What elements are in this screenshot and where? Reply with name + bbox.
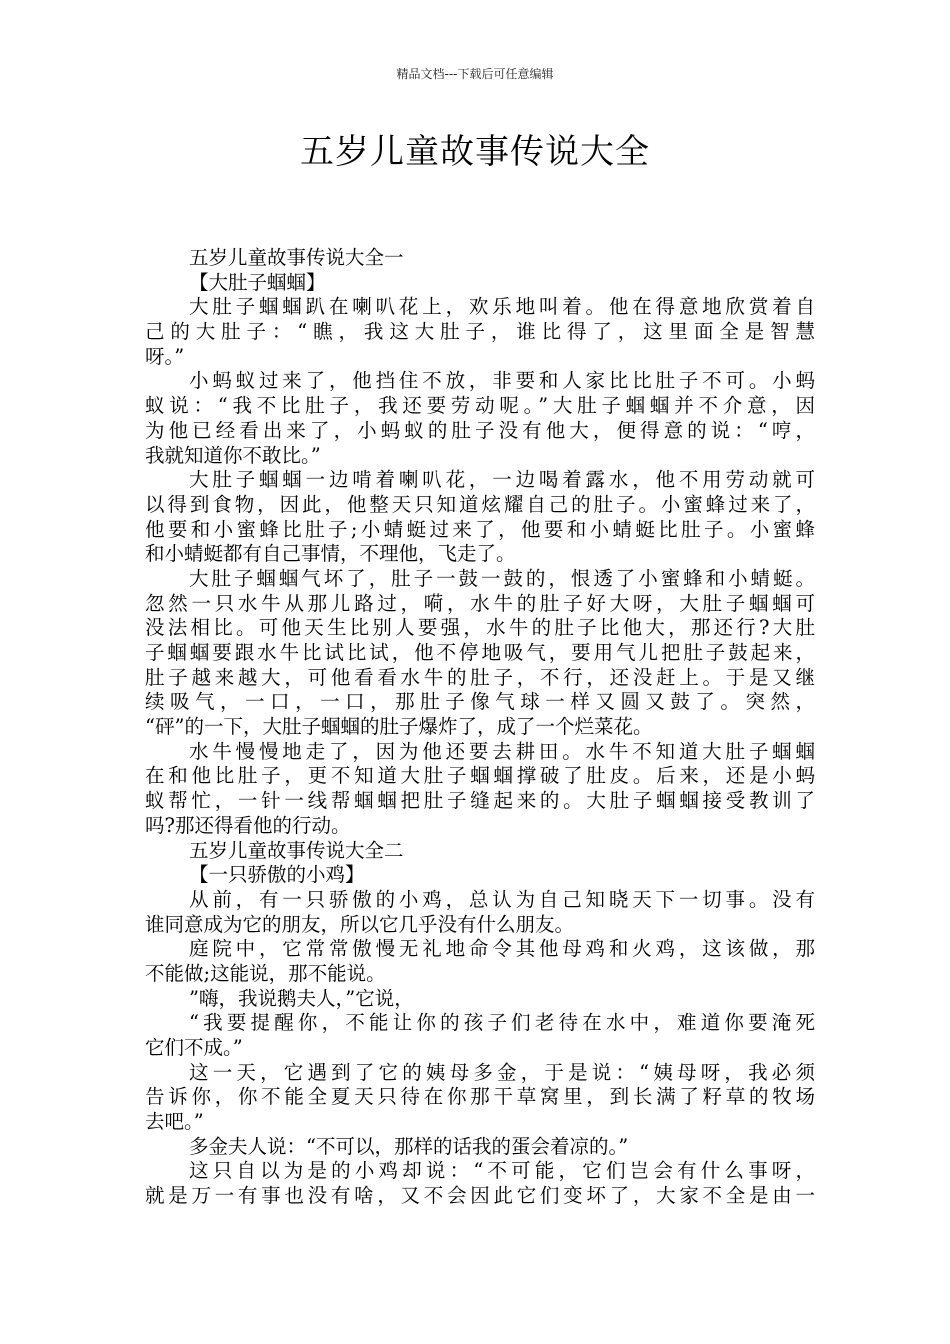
- text-line: 续吸气，一口，一口，那肚子像气球一样又圆又鼓了。突然，: [145, 690, 815, 714]
- text-line: 从前，有一只骄傲的小鸡，总认为自己知晓天下一切事。没有: [189, 887, 815, 911]
- text-line: “我要提醒你，不能让你的孩子们老待在水中，难道你要淹死: [189, 1011, 815, 1035]
- text-line: 五岁儿童故事传说大全一: [189, 246, 404, 269]
- text-line: 我就知道你不敢比。”: [145, 443, 321, 467]
- text-line: 这一天，它遇到了它的姨母多金，于是说：“姨母呀，我必须: [189, 1060, 815, 1084]
- text-line: 和小蜻蜓都有自己事情，不理他，飞走了。: [145, 542, 516, 566]
- text-line: 庭院中，它常常傲慢无礼地命令其他母鸡和火鸡，这该做，那: [189, 937, 815, 961]
- text-line: 他要和小蜜蜂比肚子;小蜻蜓过来了，他要和小蜻蜓比肚子。小蜜蜂: [145, 517, 815, 541]
- text-line: 它们不成。”: [145, 1036, 243, 1059]
- text-line: 为他已经看出来了，小蚂蚁的肚子没有他大，便得意的说：“哼，: [145, 418, 815, 442]
- text-line: 呀。”: [145, 344, 185, 368]
- document-title: 五岁儿童故事传说大全: [300, 132, 650, 172]
- text-line: 在和他比肚子，更不知道大肚子蝈蝈撑破了肚皮。后来，还是小蚂: [145, 764, 815, 788]
- text-line: 蚁帮忙，一针一线帮蝈蝈把肚子缝起来的。大肚子蝈蝈接受教训了: [145, 789, 815, 813]
- document-body: [145, 246, 815, 1209]
- text-line: 去吧。”: [145, 1110, 204, 1134]
- text-line: 忽然一只水牛从那儿路过，嗬，水牛的肚子好大呀，大肚子蝈蝈可: [145, 591, 815, 615]
- text-line: 以得到食物，因此，他整天只知道炫耀自己的肚子。小蜜蜂过来了，: [145, 492, 815, 516]
- text-line: 【大肚子蝈蝈】: [189, 270, 326, 294]
- text-line: “砰”的一下，大肚子蝈蝈的肚子爆炸了，成了一个烂菜花。: [145, 715, 653, 739]
- text-line: 吗?那还得看他的行动。: [145, 813, 351, 837]
- text-line: 大肚子蝈蝈气坏了，肚子一鼓一鼓的，恨透了小蜜蜂和小蜻蜓。: [189, 566, 815, 590]
- text-line: 没法相比。可他天生比别人要强，水牛的肚子比他大，那还行?大肚: [145, 616, 815, 640]
- text-line: 蚁说：“我不比肚子，我还要劳动呢。”大肚子蝈蝈并不介意，因: [145, 394, 815, 418]
- text-line: 告诉你，你不能全夏天只待在你那干草窝里，到长满了籽草的牧场: [145, 1085, 815, 1109]
- text-line: 大肚子蝈蝈一边啃着喇叭花，一边喝着露水，他不用劳动就可: [189, 468, 815, 492]
- text-line: 不能做;这能说，那不能说。: [145, 961, 386, 985]
- text-line: 多金夫人说：“不可以，那样的话我的蛋会着凉的。”: [189, 1134, 629, 1158]
- text-line: 小蚂蚁过来了，他挡住不放，非要和人家比比肚子不可。小蚂: [189, 369, 815, 393]
- text-line: 大肚子蝈蝈趴在喇叭花上，欢乐地叫着。他在得意地欣赏着自: [189, 295, 815, 319]
- text-line: 己的大肚子：“瞧，我这大肚子，谁比得了，这里面全是智慧: [145, 320, 815, 344]
- text-line: 五岁儿童故事传说大全二: [189, 838, 404, 862]
- text-line: 子蝈蝈要跟水牛比试比试，他不停地吸气，要用气儿把肚子鼓起来，: [145, 641, 815, 664]
- text-line: ”嗨，我说鹅夫人，”它说，: [189, 986, 414, 1010]
- text-line: 肚子越来越大，可他看看水牛的肚子，不行，还没赶上。于是又继: [145, 665, 815, 689]
- header-note: 精品文档---下载后可任意编辑: [396, 67, 554, 81]
- text-line: 【一只骄傲的小鸡】: [189, 863, 365, 887]
- text-line: 谁同意成为它的朋友，所以它几乎没有什么朋友。: [145, 912, 575, 936]
- text-line: 就是万一有事也没有啥，又不会因此它们变坏了，大家不全是由一: [145, 1184, 815, 1208]
- text-line: 这只自以为是的小鸡却说：“不可能，它们岂会有什么事呀，: [189, 1159, 815, 1183]
- text-line: 水牛慢慢地走了，因为他还要去耕田。水牛不知道大肚子蝈蝈: [189, 739, 815, 763]
